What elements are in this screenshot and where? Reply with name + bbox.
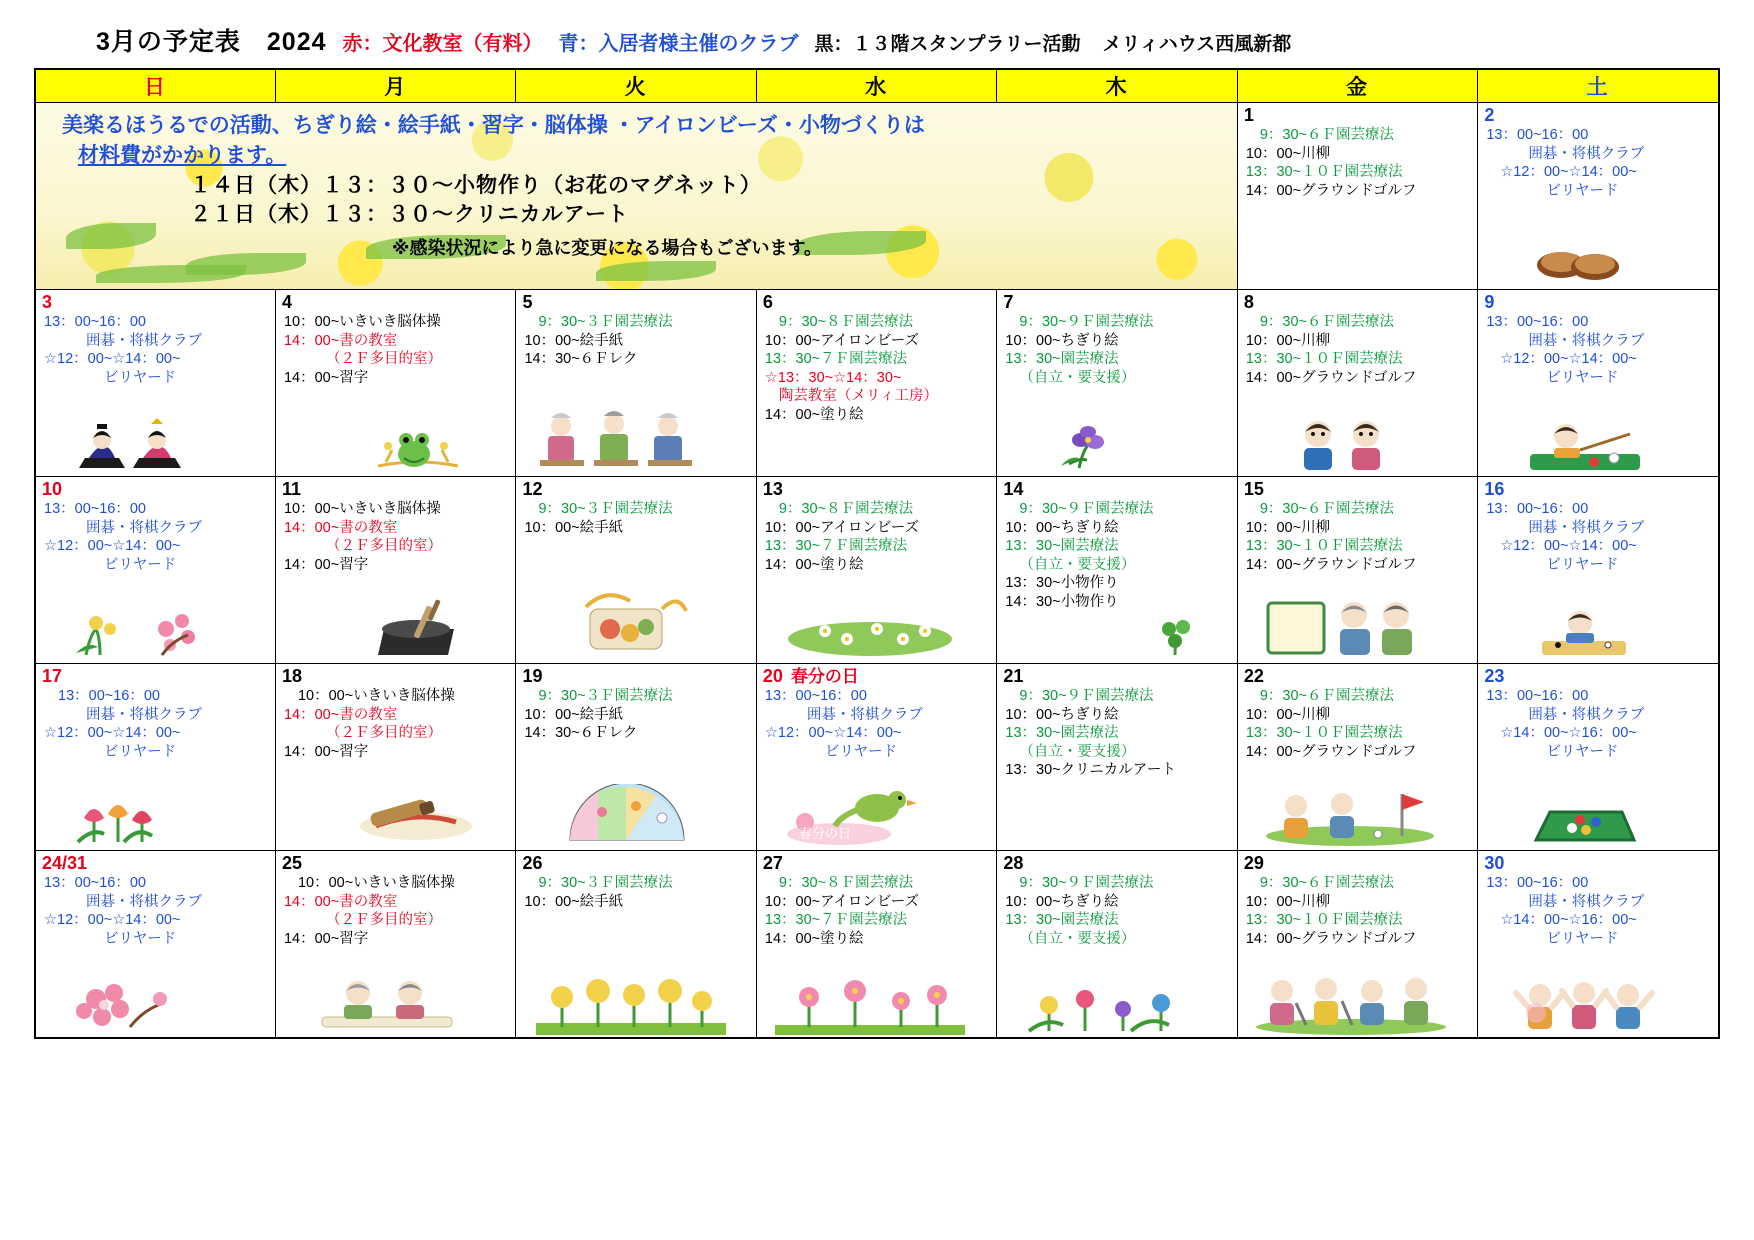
day-items <box>276 498 515 574</box>
event-item: 10：00~川柳 <box>1245 145 1331 162</box>
event-item: ☆12：00~☆14：00~ <box>44 725 181 742</box>
event-item: 囲碁・将棋クラブ <box>1528 706 1645 723</box>
event-item: 14：00~習字 <box>283 556 369 573</box>
day-items <box>757 498 996 574</box>
day-cell-19[interactable] <box>516 664 756 851</box>
event-item: 13：30~１０Ｆ園芸療法 <box>1245 725 1403 742</box>
event-item: （自立・要支援） <box>1019 556 1136 573</box>
day-items <box>757 685 996 761</box>
event-item: 9：30~３Ｆ園芸療法 <box>538 314 673 330</box>
day-items <box>1238 685 1477 761</box>
weekday-sun: 日 <box>35 69 275 103</box>
day-cell-23[interactable] <box>1478 664 1719 851</box>
event-item: 9：30~３Ｆ園芸療法 <box>538 501 673 517</box>
notice-line-2: 材料費がかかります。 <box>78 143 287 167</box>
event-item: （２Ｆ多目的室） <box>325 351 442 368</box>
day-number: 28 <box>1003 853 1024 873</box>
notice-line-4: ２１日（木）１３：３０〜クリニカルアート <box>190 203 629 227</box>
event-item: 9：30~６Ｆ園芸療法 <box>1259 314 1395 330</box>
event-item: 囲碁・将棋クラブ <box>1528 332 1645 349</box>
day-cell-28[interactable] <box>997 851 1237 1039</box>
day-cell-4[interactable] <box>275 290 515 477</box>
event-item: 10：00~ちぎり絵 <box>1005 519 1119 536</box>
clover-icon <box>1147 615 1207 659</box>
sakura-icon <box>60 977 190 1033</box>
event-item: 14：00~書の教室 <box>283 519 398 536</box>
day-number <box>757 664 996 685</box>
event-item: 10：00~絵手紙 <box>524 332 624 349</box>
family-celebrating-icon <box>1506 975 1666 1035</box>
sandals-icon <box>1533 237 1623 283</box>
day-number: 5 <box>522 292 533 312</box>
event-item: 10：00~絵手紙 <box>524 893 624 910</box>
day-items <box>36 872 275 948</box>
event-item: 13：00~16：00 <box>44 501 146 517</box>
day-cell-11[interactable] <box>275 477 515 664</box>
event-item: 9：30~６Ｆ園芸療法 <box>1259 501 1395 517</box>
day-number: 1 <box>1243 105 1254 125</box>
day-number-text: 20 <box>762 666 783 686</box>
event-item: 囲碁・将棋クラブ <box>86 332 202 349</box>
event-item: 9：30~９Ｆ園芸療法 <box>1019 501 1154 517</box>
calendar-table <box>34 68 1720 1039</box>
event-item: 10：00~川柳 <box>1245 519 1331 536</box>
event-item: （２Ｆ多目的室） <box>325 912 442 929</box>
notice-line-1: 美楽るほうるでの活動、ちぎり絵・絵手紙・習字・脳体操 ・アイロンビーズ・小物づくりは <box>62 114 925 137</box>
mixed-spring-flowers-icon <box>1023 975 1193 1035</box>
notice-banner-cell <box>35 103 1237 290</box>
day-items <box>997 685 1236 780</box>
notice-line-5: ※感染状況により急に変更になる場合もございます。 <box>392 238 823 259</box>
event-item: 14：30~６Ｆレク <box>524 351 638 368</box>
weekday-sat: 土 <box>1478 69 1719 103</box>
day-number: 22 <box>1243 666 1264 686</box>
event-item: 14：00~習字 <box>283 743 369 760</box>
event-item: 10：00~いきいき脳体操 <box>283 501 441 517</box>
event-item: 9：30~８Ｆ園芸療法 <box>778 314 914 330</box>
event-item: ☆12：00~☆14：00~ <box>1500 351 1637 368</box>
day-items <box>1478 124 1718 200</box>
day-cell-15[interactable] <box>1237 477 1477 664</box>
event-item: 13：30~１０Ｆ園芸療法 <box>1245 164 1403 181</box>
event-item: 14：30~６Ｆレク <box>524 725 638 742</box>
legend-red: 赤：文化教室（有料） <box>342 33 543 55</box>
day-items <box>757 311 996 424</box>
day-cell-22[interactable] <box>1237 664 1477 851</box>
event-item: ☆13：30~☆14：30~ <box>764 369 902 386</box>
event-item: 10：00~いきいき脳体操 <box>283 314 441 330</box>
day-cell-5[interactable] <box>516 290 756 477</box>
event-item: ☆12：00~☆14：00~ <box>1500 164 1637 181</box>
event-item: ビリヤード <box>104 743 177 760</box>
violet-flower-icon <box>1045 422 1125 470</box>
notice-line-3: １４日（木）１３：３０〜小物作り（お花のマグネット） <box>190 173 762 197</box>
event-item: ☆12：00~☆14：00~ <box>44 351 181 368</box>
day-number: 16 <box>1484 479 1505 499</box>
frog-icon <box>368 416 468 472</box>
event-item: ☆12：00~☆14：00~ <box>44 912 181 929</box>
day-number: 21 <box>1003 666 1024 686</box>
day-number: 12 <box>522 479 543 499</box>
day-number: 13 <box>762 479 783 499</box>
event-item: 14：00~書の教室 <box>283 893 398 910</box>
day-items <box>276 311 515 387</box>
calendar-week-4 <box>35 664 1719 851</box>
day-items <box>1478 498 1718 574</box>
event-item: 9：30~８Ｆ園芸療法 <box>778 875 914 891</box>
event-item: 10：00~川柳 <box>1245 706 1331 723</box>
dandelion-icon <box>536 965 726 1035</box>
calendar-week-2 <box>35 290 1719 477</box>
event-item: 10：00~アイロンビーズ <box>764 332 920 349</box>
event-item: 10：00~川柳 <box>1245 893 1331 910</box>
day-cell-1[interactable] <box>1237 103 1477 290</box>
event-item: ビリヤード <box>104 556 177 573</box>
event-item: 9：30~６Ｆ園芸療法 <box>1259 127 1395 143</box>
calendar-week-1 <box>35 103 1719 290</box>
day-number: 18 <box>281 666 302 686</box>
event-item: 14：00~グラウンドゴルフ <box>1245 369 1417 386</box>
event-item: 13：00~16：00 <box>1486 501 1589 517</box>
event-item: 9：30~６Ｆ園芸療法 <box>1259 688 1395 704</box>
day-number: 8 <box>1243 292 1254 312</box>
day-cell-30[interactable] <box>1478 851 1719 1039</box>
event-item: ☆14：00~☆16：00~ <box>1500 725 1637 742</box>
day-items <box>1238 124 1477 200</box>
event-item: 10：00~いきいき脳体操 <box>297 875 455 891</box>
day-items <box>36 311 275 387</box>
event-item: 14：00~グラウンドゴルフ <box>1245 182 1417 199</box>
day-number: 9 <box>1484 292 1495 312</box>
picture-letter-icon <box>566 587 696 659</box>
notice-banner <box>36 103 1237 289</box>
day-cell-18[interactable] <box>275 664 515 851</box>
event-item: 14：00~習字 <box>283 369 369 386</box>
calligraphy-seniors-icon <box>312 975 462 1033</box>
day-cell-6[interactable] <box>756 290 996 477</box>
event-item: 10：00~絵手紙 <box>524 706 624 723</box>
day-cell-8[interactable] <box>1237 290 1477 477</box>
event-item: 囲碁・将棋クラブ <box>1528 519 1645 536</box>
day-items <box>997 872 1236 948</box>
event-item: 10：00~アイロンビーズ <box>764 893 920 910</box>
event-item: ビリヤード <box>824 743 898 760</box>
exercise-group-icon <box>534 406 709 472</box>
billiard-player-icon <box>1526 420 1646 472</box>
day-cell-3[interactable] <box>35 290 275 477</box>
day-cell-27[interactable] <box>756 851 996 1039</box>
day-items <box>997 498 1236 611</box>
event-item: 13：30~７Ｆ園芸療法 <box>764 912 908 929</box>
notice-text <box>36 103 1237 262</box>
day-items <box>516 872 755 911</box>
day-items <box>36 685 275 761</box>
event-item: 13：30~１０Ｆ園芸療法 <box>1245 538 1403 555</box>
event-item: 10：00~絵手紙 <box>524 519 624 536</box>
event-item: 囲碁・将棋クラブ <box>86 519 202 536</box>
event-item: ビリヤード <box>1546 743 1619 760</box>
weekday-header-row <box>35 69 1719 103</box>
event-item: 9：30~９Ｆ園芸療法 <box>1019 688 1154 704</box>
cosmos-flowers-icon <box>775 967 965 1035</box>
event-item: 囲碁・将棋クラブ <box>86 893 202 910</box>
day-items <box>1478 685 1718 761</box>
page-title: 3月の予定表 2024 <box>96 28 327 56</box>
event-item: 10：00~アイロンビーズ <box>764 519 920 536</box>
event-item: 14：00~グラウンドゴルフ <box>1245 556 1417 573</box>
calendar-week-5 <box>35 851 1719 1039</box>
event-item: 9：30~９Ｆ園芸療法 <box>1019 875 1154 891</box>
day-number: 29 <box>1243 853 1264 873</box>
holiday-label: 春分の日 <box>790 667 859 686</box>
event-item: 囲碁・将棋クラブ <box>1528 145 1645 162</box>
day-items <box>1238 311 1477 387</box>
event-item: 13：30~７Ｆ園芸療法 <box>764 351 908 368</box>
event-item: 13：00~16：00 <box>1486 127 1589 143</box>
event-item: 13：30~園芸療法 <box>1005 538 1119 555</box>
ground-golf-icon <box>1262 786 1437 846</box>
hina-doll-icon <box>71 414 191 472</box>
four-seasons-icon <box>562 784 692 846</box>
event-item: ビリヤード <box>104 369 177 386</box>
calendar-week-3 <box>35 477 1719 664</box>
weekday-fri: 金 <box>1237 69 1477 103</box>
event-item: ☆12：00~☆14：00~ <box>1500 538 1637 555</box>
day-number: 17 <box>42 666 63 686</box>
shunbun-bird-icon <box>781 786 931 846</box>
event-item: 13：00~16：00 <box>44 875 146 891</box>
svg-text:春分の日: 春分の日 <box>798 826 851 841</box>
day-number: 24/31 <box>42 853 88 873</box>
event-item: 13：30~園芸療法 <box>1005 725 1119 742</box>
event-item: ビリヤード <box>1546 182 1619 199</box>
event-item: （自立・要支援） <box>1019 369 1136 386</box>
day-cell-29[interactable] <box>1237 851 1477 1039</box>
event-item: 10：00~ちぎり絵 <box>1005 893 1119 910</box>
seniors-with-board-icon <box>1262 593 1432 659</box>
event-item: 9：30~６Ｆ園芸療法 <box>1259 875 1395 891</box>
event-item: 13：30~７Ｆ園芸療法 <box>764 538 908 555</box>
day-cell-10[interactable] <box>35 477 275 664</box>
legend-black: 黒：１３階スタンプラリー活動 <box>814 34 1081 55</box>
day-cell-14[interactable] <box>997 477 1237 664</box>
day-cell-2[interactable] <box>1478 103 1719 290</box>
day-cell-24[interactable] <box>35 851 275 1039</box>
event-item: 9：30~３Ｆ園芸療法 <box>538 688 673 704</box>
event-item: 13：00~16：00 <box>44 314 146 330</box>
day-number: 23 <box>1484 666 1505 686</box>
event-item: 14：00~習字 <box>283 930 369 947</box>
day-number: 3 <box>42 292 53 312</box>
event-item: 13：30~クリニカルアート <box>1005 762 1176 779</box>
golf-group-icon <box>1254 973 1449 1035</box>
day-items <box>516 311 755 369</box>
event-item: 13：00~16：00 <box>1486 875 1589 891</box>
event-item: 囲碁・将棋クラブ <box>1528 893 1645 910</box>
event-item: 陶芸教室（メリィ工房） <box>778 388 938 405</box>
event-item: 13：00~16：00 <box>764 688 867 704</box>
day-items <box>516 685 755 743</box>
day-number: 26 <box>522 853 543 873</box>
day-cell-25[interactable] <box>275 851 515 1039</box>
day-number: 15 <box>1243 479 1264 499</box>
children-icon <box>1284 416 1404 472</box>
weekday-tue: 火 <box>516 69 756 103</box>
event-item: 13：30~園芸療法 <box>1005 912 1119 929</box>
event-item: 14：00~塗り絵 <box>764 406 864 423</box>
day-cell-13[interactable] <box>756 477 996 664</box>
day-number: 7 <box>1003 292 1014 312</box>
event-item: 10：00~いきいき脳体操 <box>297 688 455 704</box>
day-number: 2 <box>1484 105 1495 125</box>
day-number: 10 <box>42 479 63 499</box>
day-number: 19 <box>522 666 543 686</box>
day-items <box>1478 872 1718 948</box>
day-number: 25 <box>281 853 302 873</box>
day-cell-9[interactable] <box>1478 290 1719 477</box>
day-cell-20[interactable] <box>756 664 996 851</box>
legend-blue: 青：入居者様主催のクラブ <box>558 33 799 55</box>
event-item: 14：00~グラウンドゴルフ <box>1245 743 1417 760</box>
day-cell-12[interactable] <box>516 477 756 664</box>
event-item: 14：30~小物作り <box>1005 593 1119 610</box>
event-item: （自立・要支援） <box>1019 930 1136 947</box>
event-item: ビリヤード <box>104 930 177 947</box>
facility-name: メリィハウス西風新都 <box>1102 34 1292 55</box>
boardgame-player-icon <box>1528 607 1638 659</box>
event-item: 13：00~16：00 <box>1486 688 1589 704</box>
event-item: 14：00~書の教室 <box>283 332 398 349</box>
event-item: 13：30~小物作り <box>1005 575 1119 592</box>
event-item: 14：00~グラウンドゴルフ <box>1245 930 1417 947</box>
event-item: ☆12：00~☆14：00~ <box>764 725 902 742</box>
day-cell-21[interactable] <box>997 664 1237 851</box>
day-number: 30 <box>1484 853 1505 873</box>
event-item: 13：30~１０Ｆ園芸療法 <box>1245 351 1403 368</box>
event-item: 9：30~８Ｆ園芸療法 <box>778 501 914 517</box>
day-cell-26[interactable] <box>516 851 756 1039</box>
day-cell-16[interactable] <box>1478 477 1719 664</box>
event-item: 10：00~川柳 <box>1245 332 1331 349</box>
day-items <box>276 685 515 761</box>
event-item: 10：00~ちぎり絵 <box>1005 332 1119 349</box>
calligraphy-scroll-icon <box>346 792 486 844</box>
day-number: 6 <box>762 292 773 312</box>
day-cell-7[interactable] <box>997 290 1237 477</box>
event-item: （２Ｆ多目的室） <box>325 725 442 742</box>
day-cell-17[interactable] <box>35 664 275 851</box>
event-item: 14：00~書の教室 <box>283 706 398 723</box>
billiard-table-icon <box>1524 794 1644 846</box>
day-number: 4 <box>281 292 292 312</box>
event-item: 13：00~16：00 <box>58 688 160 704</box>
event-item: ☆12：00~☆14：00~ <box>44 538 181 555</box>
event-item: 囲碁・将棋クラブ <box>86 706 202 723</box>
event-item: 14：00~塗り絵 <box>764 556 864 573</box>
flower-field-icon <box>785 601 955 657</box>
event-item: 14：00~塗り絵 <box>764 930 864 947</box>
day-items <box>516 498 755 537</box>
day-number: 27 <box>762 853 783 873</box>
event-item: 13：30~１０Ｆ園芸療法 <box>1245 912 1403 929</box>
day-number: 14 <box>1003 479 1024 499</box>
tulip-icon <box>66 790 196 846</box>
event-item: 9：30~９Ｆ園芸療法 <box>1019 314 1154 330</box>
day-items <box>1238 872 1477 948</box>
weekday-thu: 木 <box>997 69 1237 103</box>
event-item: 10：00~ちぎり絵 <box>1005 706 1119 723</box>
weekday-wed: 水 <box>756 69 996 103</box>
inkstone-brush-icon <box>368 599 478 659</box>
day-items <box>1238 498 1477 574</box>
event-item: ビリヤード <box>1546 556 1619 573</box>
event-item: 13：30~園芸療法 <box>1005 351 1119 368</box>
day-items <box>276 872 515 948</box>
weekday-mon: 月 <box>275 69 515 103</box>
day-items <box>1478 311 1718 387</box>
event-item: 囲碁・将棋クラブ <box>806 706 923 723</box>
event-item: （２Ｆ多目的室） <box>325 538 442 555</box>
event-item: （自立・要支援） <box>1019 743 1136 760</box>
day-items <box>997 311 1236 387</box>
day-number: 11 <box>281 479 301 499</box>
event-item: ☆14：00~☆16：00~ <box>1500 912 1637 929</box>
event-item: 9：30~３Ｆ園芸療法 <box>538 875 673 891</box>
day-items <box>757 872 996 948</box>
event-item: ビリヤード <box>1546 369 1619 386</box>
event-item: 13：00~16：00 <box>1486 314 1589 330</box>
page-header <box>34 22 1720 68</box>
event-item: ビリヤード <box>1546 930 1619 947</box>
spring-flowers-icon <box>66 603 216 659</box>
day-items <box>36 498 275 574</box>
